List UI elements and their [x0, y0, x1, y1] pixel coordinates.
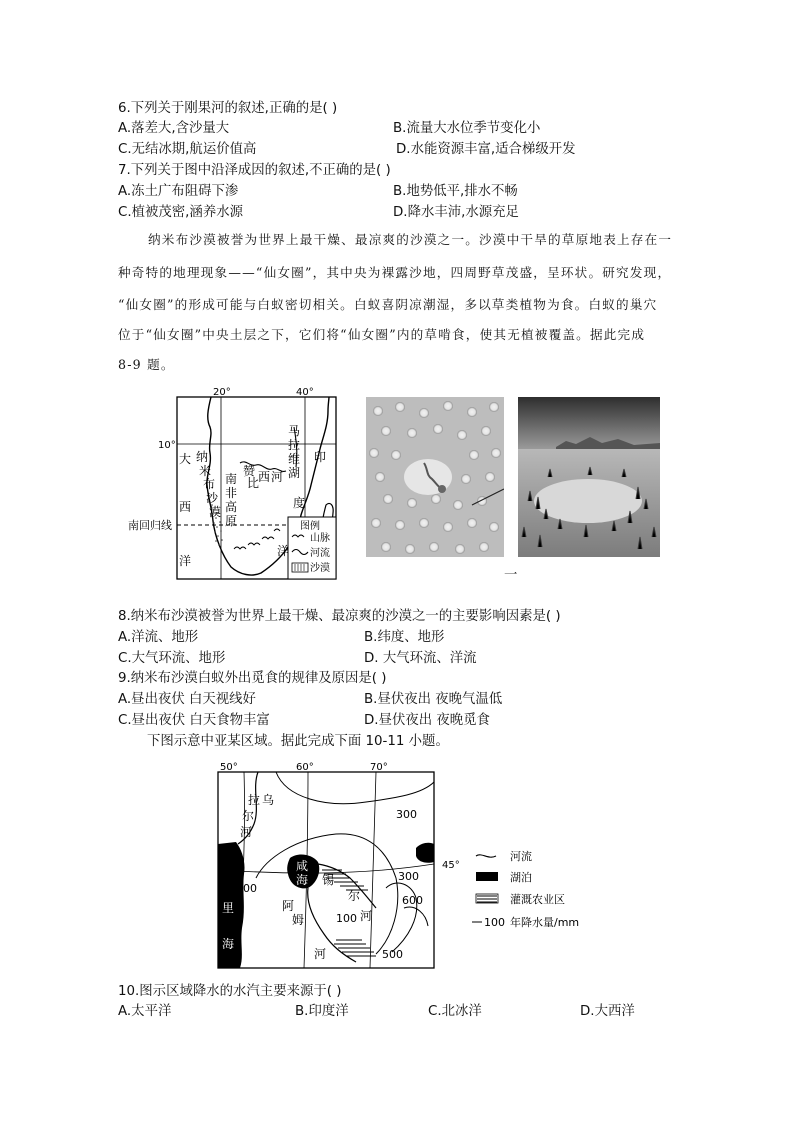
river-legend-icon: [476, 855, 496, 857]
q8-stem: 8.纳米布沙漠被誉为世界上最干燥、最凉爽的沙漠之一的主要影响因素是( ): [118, 609, 561, 624]
iso-label-300-east: 300: [398, 870, 419, 883]
q6-option-d: D.水能资源丰富,适合梯级开发: [396, 142, 576, 157]
q7-option-d: D.降水丰沛,水源充足: [393, 205, 519, 220]
map1-lake-2: 拉: [288, 438, 301, 452]
q9-stem: 9.纳米布沙漠白蚁外出觅食的规律及原因是( ): [118, 671, 387, 686]
ural-label-3: 尔: [242, 809, 255, 823]
q6-stem: 6.下列关于刚果河的叙述,正确的是( ): [118, 101, 338, 116]
map2-legend-isohyet: 年降水量/mm: [510, 916, 580, 929]
map1-legend-title: 图例: [300, 521, 320, 532]
iso-label-500: 500: [382, 948, 403, 961]
map1-namib-5: 漠: [209, 505, 222, 519]
passage-line-2: 种奇特的地理现象——“仙女圈”，其中央为裸露沙地，四周野草茂盛，呈环状。研究发现，: [118, 265, 672, 280]
ural-label-2: 乌: [262, 793, 275, 807]
intro-10-11: 下图示意中亚某区域。据此完成下面 10-11 小题。: [147, 734, 449, 749]
amu-label-1: 阿: [282, 899, 295, 913]
q9-option-c: C.昼出夜伏 白天食物丰富: [118, 713, 270, 728]
q8-option-b: B.纬度、地形: [364, 630, 445, 645]
map1-legend-river: 河流: [310, 548, 330, 559]
map2-legend-river: 河流: [510, 850, 532, 863]
map1-namib-3: 布: [203, 477, 216, 491]
map1-lake-4: 湖: [288, 466, 301, 480]
map1-tropic-label: 南回归线: [128, 519, 172, 532]
q10-option-a: A.太平洋: [118, 1004, 172, 1019]
map1-river-3: 西: [258, 470, 271, 484]
map1-plateau-2: 非: [225, 486, 238, 500]
map1-atlantic-2: 西: [179, 500, 192, 514]
southern-africa-map: [128, 387, 340, 583]
passage-line-4: 位于“仙女圈”中央土层之下，它们将“仙女圈”内的草啃食，使其无植被覆盖。据此完成: [118, 327, 646, 342]
q10-option-d: D.大西洋: [580, 1004, 635, 1019]
q6-option-b: B.流量大水位季节变化小: [393, 121, 541, 136]
syr-label-2: 尔: [348, 889, 361, 903]
aral-label-2: 海: [296, 873, 309, 887]
map2-lon-50: 50°: [220, 762, 238, 773]
ural-label-1: 拉: [248, 793, 261, 807]
map1-atlantic-1: 大: [179, 452, 192, 466]
aral-label-1: 咸: [296, 859, 309, 873]
map1-legend-mountain: 山脉: [310, 533, 330, 544]
map2-lon-70: 70°: [370, 762, 388, 773]
map1-plateau-4: 原: [225, 514, 238, 528]
iso-label-300-north: 300: [396, 808, 417, 821]
map1-river-4: 河: [271, 470, 284, 484]
map1-namib-1: 纳: [196, 450, 209, 464]
map1-river-1: 赞: [243, 464, 256, 478]
central-asia-map: [216, 758, 588, 974]
q6-option-c: C.无结冰期,航运价值高: [118, 142, 257, 157]
map1-river-2: 比: [247, 476, 260, 490]
caspian-label-2: 海: [222, 937, 235, 951]
irrigation-legend-icon: [476, 894, 498, 903]
ural-label-4: 河: [240, 825, 253, 839]
map1-indian-2: 度: [293, 496, 306, 510]
map2-legend-irrigation: 灌溉农业区: [510, 893, 565, 906]
map1-lon-20: 20°: [213, 387, 231, 398]
q7-option-a: A.冻土广布阻碍下渗: [118, 184, 239, 199]
lake-legend-icon: [476, 872, 498, 881]
map1-lake-1: 马: [288, 424, 301, 438]
q6-option-a: A.落差大,含沙量大: [118, 121, 230, 136]
map1-indian-1: 印: [314, 450, 327, 464]
amu-label-3: 河: [314, 947, 327, 961]
map1-plateau-1: 南: [225, 472, 238, 486]
map1-legend-desert: 沙漠: [310, 563, 330, 574]
iso-label-100-center: 100: [336, 912, 357, 925]
amu-label-2: 姆: [292, 913, 305, 927]
q8-option-d: D. 大气环流、洋流: [364, 651, 477, 666]
q9-option-a: A.昼出夜伏 白天视线好: [118, 692, 256, 707]
map1-lake-3: 维: [288, 452, 301, 466]
map1-indian-3: 洋: [277, 544, 290, 558]
desert-legend-icon: [292, 563, 308, 572]
map1-namib-2: 米: [199, 464, 212, 478]
passage-line-5: 8-9 题。: [118, 357, 175, 372]
passage-line-3: “仙女圈”的形成可能与白蚁密切相关。白蚁喜阴凉潮湿，多以草类植物为食。白蚁的巢穴: [118, 297, 658, 312]
q10-option-c: C.北冰洋: [428, 1004, 482, 1019]
map2-lon-60: 60°: [296, 762, 314, 773]
q9-option-b: B.昼伏夜出 夜晚气温低: [364, 692, 503, 707]
q10-stem: 10.图示区域降水的水汽主要来源于( ): [118, 984, 342, 999]
iso-label-100-west: 100: [236, 882, 257, 895]
map2-legend-lake: 湖泊: [510, 871, 532, 884]
photo-mark: 一: [504, 568, 518, 583]
q7-stem: 7.下列关于图中沿泽成因的叙述,不正确的是( ): [118, 163, 391, 178]
q7-option-c: C.植被茂密,涵养水源: [118, 205, 243, 220]
syr-label-1: 锡: [322, 873, 335, 887]
fairy-circle-aerial-photo: [366, 397, 504, 557]
iso-label-600: 600: [402, 894, 423, 907]
map2-lat-45: 45°: [442, 860, 460, 871]
map1-lon-40: 40°: [296, 387, 314, 398]
map1-plateau-3: 高: [225, 500, 238, 514]
map1-lat-10: 10°: [158, 440, 176, 451]
q7-option-b: B.地势低平,排水不畅: [393, 184, 518, 199]
map1-namib-4: 沙: [206, 491, 219, 505]
q8-option-a: A.洋流、地形: [118, 630, 199, 645]
q10-option-b: B.印度洋: [295, 1004, 349, 1019]
map2-legend-iso-value: 100: [484, 916, 505, 929]
q8-option-c: C.大气环流、地形: [118, 651, 226, 666]
q9-option-d: D.昼伏夜出 夜晚觅食: [364, 713, 490, 728]
map1-atlantic-3: 洋: [179, 554, 192, 568]
syr-label-3: 河: [360, 909, 373, 923]
passage-line-1: 纳米布沙漠被誉为世界上最干燥、最凉爽的沙漠之一。沙漠中干旱的草原地表上存在一: [148, 232, 673, 247]
fairy-circle-ground-photo: [518, 397, 660, 557]
balkhash-shape: [416, 843, 434, 863]
caspian-label-1: 里: [222, 901, 235, 915]
